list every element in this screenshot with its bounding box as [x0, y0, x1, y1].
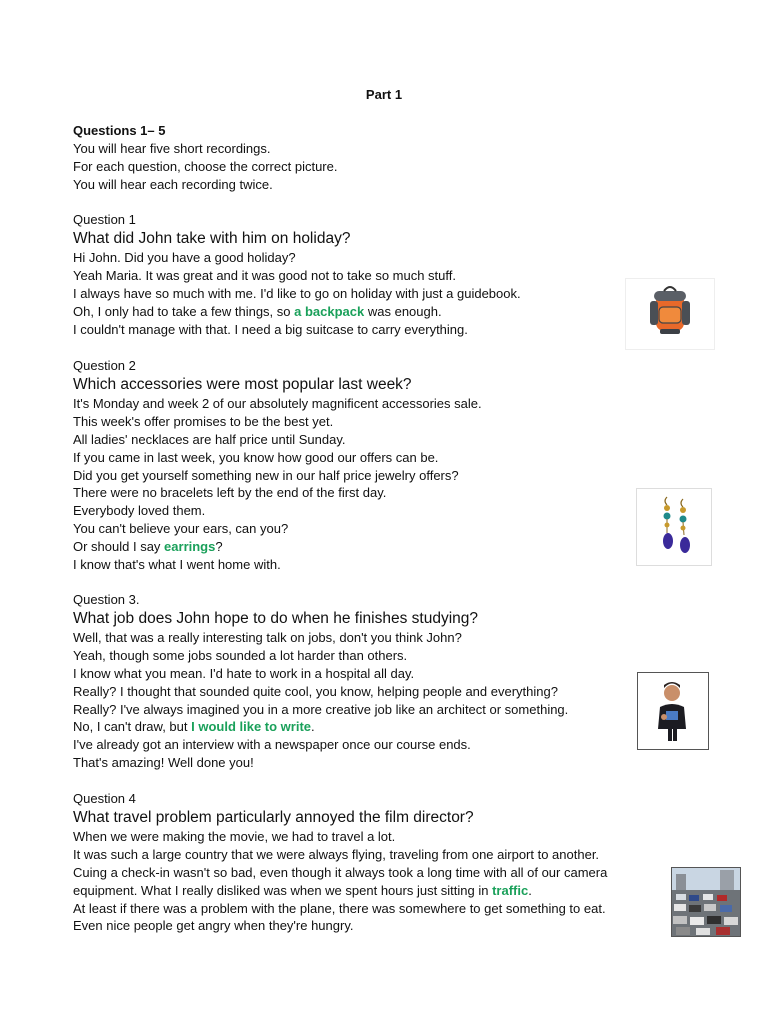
transcript-line: It's Monday and week 2 of our absolutely magnificent accessories sale. [73, 396, 482, 411]
transcript-line: That's amazing! Well done you! [73, 755, 254, 771]
transcript-line: I've already got an interview with a newspaper once our course ends. [73, 737, 471, 753]
answer-highlight: traffic [492, 882, 529, 898]
question-label: Question 4 [73, 791, 136, 806]
transcript-line: Really? I thought that sounded quite cool, you know, helping people and everything? [73, 683, 558, 699]
line-text: was enough. [364, 303, 442, 319]
question-prompt: What did John take with him on holiday? [73, 230, 351, 247]
page-title: Part 1 [365, 87, 403, 102]
line-text: No, I can't draw, but [73, 719, 192, 735]
transcript-line: If you came in last week, you know how good our offers can be. [73, 449, 439, 465]
transcript-line: Yeah, though some jobs sounded a lot harder than others. [73, 647, 408, 663]
question-1 [73, 211, 673, 338]
transcript-line [73, 718, 673, 736]
question-prompt: Which accessories were most popular last week? [73, 376, 412, 393]
line-text: . [528, 882, 532, 898]
transcript-line: Everybody loved them. [73, 503, 206, 519]
intro-block [73, 122, 337, 194]
transcript-line: When we were making the movie, we had to travel a lot. [73, 829, 396, 844]
question-4 [73, 790, 673, 935]
question-2 [73, 357, 673, 574]
transcript-line: This week's offer promises to be the best yet. [73, 413, 334, 429]
question-3 [73, 591, 673, 772]
question-label: Question 2 [73, 358, 136, 373]
questions-heading: Questions 1– 5 [73, 123, 166, 138]
writer-person-icon [637, 672, 709, 750]
earrings-icon [636, 488, 712, 566]
transcript-line: It was such a large country that we were always flying, traveling from one airport to another. [73, 846, 600, 862]
answer-highlight: earrings [164, 539, 216, 555]
transcript-line: I know that's what I went home with. [73, 557, 281, 573]
transcript-line: Did you get yourself something new in our half price jewelry offers? [73, 467, 459, 483]
transcript-line: I always have so much with me. I'd like to go on holiday with just a guidebook. [73, 285, 521, 301]
intro-line: You will hear each recording twice. [73, 177, 273, 192]
question-label: Question 3. [73, 592, 140, 607]
line-text: Or should I say [73, 539, 165, 555]
intro-line: For each question, choose the correct picture. [73, 159, 338, 174]
transcript-line: Cuing a check-in wasn't so bad, even though it always took a long time with all of our camera [73, 864, 608, 880]
answer-highlight: I would like to write [191, 719, 312, 735]
transcript-line: At least if there was a problem with the plane, there was somewhere to get something to eat. [73, 900, 606, 916]
transcript-line: Really? I've always imagined you in a more creative job like an architect or something. [73, 701, 569, 717]
transcript-line: All ladies' necklaces are half price until Sunday. [73, 431, 346, 447]
answer-highlight: a backpack [294, 303, 365, 319]
transcript-line [73, 538, 673, 556]
line-text: equipment. What I really disliked was when we spent hours just sitting in [73, 882, 493, 898]
transcript-line: You can't believe your ears, can you? [73, 521, 289, 537]
transcript-line: I couldn't manage with that. I need a big suitcase to carry everything. [73, 321, 468, 337]
line-text: ? [215, 539, 223, 555]
transcript-line: Even nice people get angry when they're hungry. [73, 918, 354, 934]
transcript-line: Yeah Maria. It was great and it was good not to take so much stuff. [73, 267, 456, 283]
intro-line: You will hear five short recordings. [73, 141, 271, 156]
transcript-line: There were no bracelets left by the end of the first day. [73, 485, 387, 501]
backpack-icon [625, 278, 715, 350]
question-prompt: What job does John hope to do when he finishes studying? [73, 610, 478, 627]
transcript-line [73, 882, 673, 900]
question-label: Question 1 [73, 212, 136, 227]
transcript-line [73, 303, 673, 321]
transcript-line: Well, that was a really interesting talk on jobs, don't you think John? [73, 630, 462, 645]
traffic-jam-icon [671, 867, 741, 937]
line-text: . [311, 719, 315, 735]
transcript-line: Hi John. Did you have a good holiday? [73, 250, 296, 265]
question-prompt: What travel problem particularly annoyed the film director? [73, 809, 474, 826]
transcript-line: I know what you mean. I'd hate to work in a hospital all day. [73, 665, 415, 681]
line-text: Oh, I only had to take a few things, so [73, 303, 295, 319]
